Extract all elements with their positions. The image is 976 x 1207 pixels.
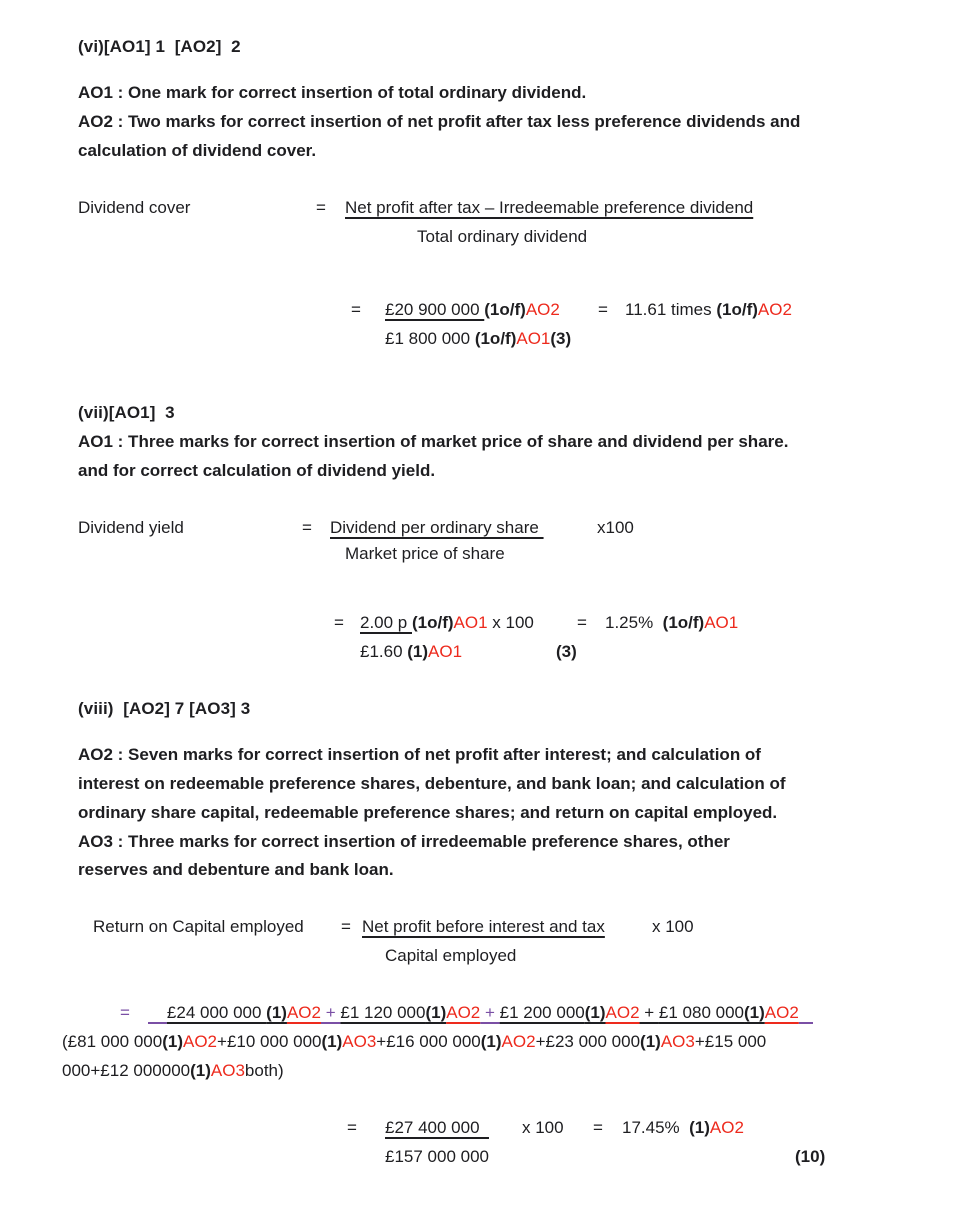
section-vii-ao1-note-line2: and for correct calculation of dividend yield.	[78, 461, 436, 480]
dividend-cover-denominator: Total ordinary dividend	[417, 227, 588, 246]
roce-final-equals: =	[347, 1118, 357, 1137]
dividend-yield-calc-equals-2: =	[577, 613, 587, 632]
roce-equals: =	[341, 917, 351, 936]
section-viii-ao2-note-line2: interest on redeemable preference shares, debenture, and bank loan; and calculation of	[78, 774, 786, 793]
section-viii-ao2-note-line1: AO2 : Seven marks for correct insertion of net profit after interest; and calculation of	[78, 745, 761, 764]
roce-final-result: 17.45% (1)AO2	[622, 1118, 744, 1137]
section-vi-heading: (vi)[AO1] 1 [AO2] 2	[78, 37, 241, 56]
roce-final-x100: x 100	[522, 1118, 564, 1137]
roce-x100: x 100	[652, 917, 694, 936]
dividend-cover-calc-equals-2: =	[598, 300, 608, 319]
dividend-cover-numerator: Net profit after tax – Irredeemable preference dividend	[345, 198, 754, 217]
dividend-yield-x100: x100	[597, 518, 634, 537]
roce-denominator-calc-line2: 000+£12 000000(1)AO3both)	[62, 1061, 284, 1080]
dividend-cover-calc-numerator: £20 900 000 (1o/f)AO2	[385, 300, 560, 319]
section-viii-ao2-note-line3: ordinary share capital, redeemable preference shares; and return on capital employed.	[78, 803, 778, 822]
section-vi-ao2-note-line1: AO2 : Two marks for correct insertion of net profit after tax less preference dividends and	[78, 112, 801, 131]
dividend-yield-calc-equals: =	[334, 613, 344, 632]
roce-total-marks: (10)	[795, 1147, 826, 1166]
roce-numerator-calc-equals: =	[120, 1003, 130, 1022]
dividend-yield-label: Dividend yield	[78, 518, 184, 537]
section-viii-heading: (viii) [AO2] 7 [AO3] 3	[78, 699, 251, 718]
dividend-cover-calc-denominator: £1 800 000 (1o/f)AO1(3)	[385, 329, 572, 348]
roce-denominator-calc-line1: (£81 000 000(1)AO2+£10 000 000(1)AO3+£16 000 000(1)AO2+£23 000 000(1)AO3+£15 000	[62, 1032, 767, 1051]
section-viii-ao3-note-line2: reserves and debenture and bank loan.	[78, 860, 394, 879]
dividend-cover-label: Dividend cover	[78, 198, 191, 217]
section-vi-ao1-note: AO1 : One mark for correct insertion of total ordinary dividend.	[78, 83, 587, 102]
dividend-cover-calc-equals: =	[351, 300, 361, 319]
roce-final-equals-2: =	[593, 1118, 603, 1137]
roce-numerator-calc: £24 000 000 (1)AO2 + £1 120 000(1)AO2 + £1 200 000(1)AO2 + £1 080 000(1)AO2	[166, 1003, 799, 1022]
dividend-yield-calc-denominator: £1.60 (1)AO1	[360, 642, 463, 661]
roce-label: Return on Capital employed	[93, 917, 304, 936]
roce-final-numerator: £27 400 000	[385, 1118, 489, 1137]
dividend-yield-calc-result: 1.25% (1o/f)AO1	[605, 613, 739, 632]
roce-numerator: Net profit before interest and tax	[362, 917, 605, 936]
dividend-yield-equals: =	[302, 518, 312, 537]
dividend-yield-calc-numerator: 2.00 p (1o/f)AO1 x 100	[360, 613, 534, 632]
dividend-yield-denominator: Market price of share	[345, 544, 505, 563]
section-viii-ao3-note-line1: AO3 : Three marks for correct insertion of irredeemable preference shares, other	[78, 832, 730, 851]
dividend-cover-calc-result: 11.61 times (1o/f)AO2	[625, 300, 792, 319]
section-vii-heading: (vii)[AO1] 3	[78, 403, 175, 422]
roce-final-denominator: £157 000 000	[385, 1147, 489, 1166]
section-vii-ao1-note-line1: AO1 : Three marks for correct insertion of market price of share and dividend per share.	[78, 432, 789, 451]
section-vi-ao2-note-line2: calculation of dividend cover.	[78, 141, 317, 160]
dividend-yield-numerator: Dividend per ordinary share	[330, 518, 544, 537]
dividend-cover-equals: =	[316, 198, 326, 217]
dividend-yield-marks: (3)	[556, 642, 577, 661]
roce-denominator: Capital employed	[385, 946, 517, 965]
